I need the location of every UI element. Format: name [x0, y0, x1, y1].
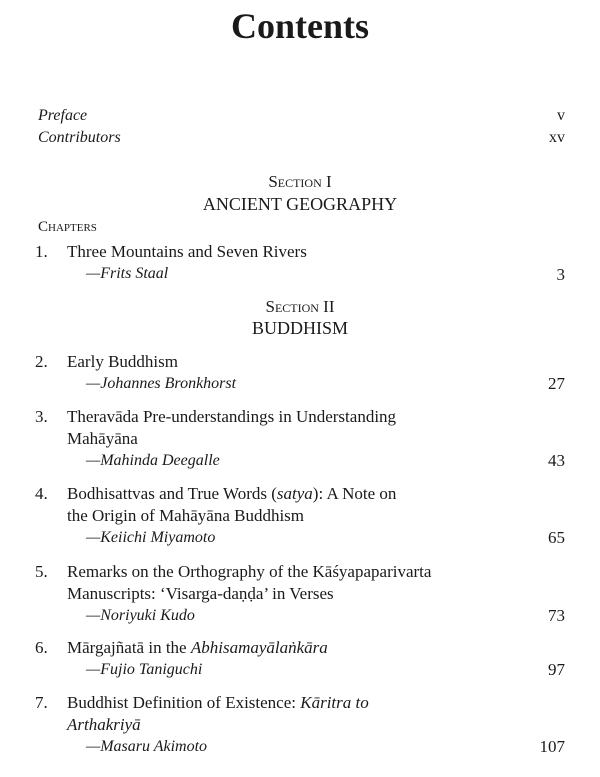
section-2-title: BUDDHISM — [251, 318, 348, 338]
chapter-7-title-line-1 — [67, 691, 369, 715]
chapter-6-number: 6. — [35, 638, 48, 657]
chapter-5-title-line-2: Manuscripts: ‘Visarga-daṇḍa’ in Verses — [67, 584, 334, 603]
chapter-2-author: —Johannes Bronkhorst — [86, 375, 237, 392]
chapter-1-author: —Frits Staal — [86, 265, 169, 282]
chapter-2-title: Early Buddhism — [67, 352, 178, 371]
chapter-7-number: 7. — [35, 693, 48, 712]
chapter-7-title-italic-2: Arthakriyā — [67, 715, 141, 734]
chapter-1-number: 1. — [35, 242, 48, 261]
chapter-6-title-italic: Abhisamayālaṅkāra — [190, 638, 328, 657]
front-matter-contributors: Contributors — [38, 129, 121, 146]
chapter-2-page: 27 — [548, 374, 565, 393]
chapter-6-author: —Fujio Taniguchi — [86, 661, 203, 678]
front-matter-contributors-page: xv — [549, 129, 565, 146]
chapter-4-title-line-1 — [67, 482, 396, 506]
chapter-4-page: 65 — [548, 528, 565, 547]
chapter-4-number: 4. — [35, 484, 48, 503]
front-matter-preface-page: v — [557, 107, 565, 124]
chapter-5-page: 73 — [548, 606, 565, 625]
chapter-6-page: 97 — [548, 660, 565, 679]
chapter-4-title-italic: satya — [276, 484, 313, 503]
chapter-2-number: 2. — [35, 352, 48, 371]
chapter-6-title-part-1: Mārgajñatā in the — [67, 638, 191, 657]
chapter-4-author: —Keiichi Miyamoto — [86, 529, 216, 546]
chapters-heading: Chapters — [38, 219, 97, 235]
chapter-6-title — [67, 636, 328, 660]
chapter-7-title-italic: Kāritra to — [300, 693, 369, 712]
page-title: Contents — [230, 6, 369, 46]
chapter-3-number: 3. — [35, 407, 48, 426]
front-matter-preface: Preface — [38, 107, 88, 124]
chapter-3-title-line-1: Theravāda Pre-understandings in Understanding — [67, 407, 397, 426]
section-1-title: ANCIENT GEOGRAPHY — [202, 194, 398, 214]
chapter-5-title-line-1: Remarks on the Orthography of the Kāśyapaparivarta — [67, 562, 432, 581]
chapter-7-page: 107 — [539, 737, 565, 756]
chapter-4-title-line-2: the Origin of Mahāyāna Buddhism — [67, 506, 305, 525]
chapter-5-number: 5. — [35, 562, 48, 581]
chapter-7-title-line-2 — [67, 713, 141, 737]
chapter-1-title: Three Mountains and Seven Rivers — [67, 242, 307, 261]
chapter-3-title-line-2: Mahāyāna — [67, 429, 138, 448]
chapter-4-title-part-3: ): A Note on — [312, 484, 397, 503]
chapter-3-author: —Mahinda Deegalle — [86, 452, 220, 469]
section-1-label: Section I — [268, 172, 332, 191]
chapter-1-page: 3 — [556, 265, 565, 284]
section-2-label: Section II — [265, 297, 335, 316]
chapter-7-title-part-1: Buddhist Definition of Existence: — [67, 693, 301, 712]
chapter-4-title-part-1: Bodhisattvas and True Words ( — [67, 484, 277, 503]
chapter-3-page: 43 — [548, 451, 565, 470]
chapter-5-author: —Noriyuki Kudo — [86, 607, 195, 624]
chapter-7-author: —Masaru Akimoto — [86, 738, 208, 755]
